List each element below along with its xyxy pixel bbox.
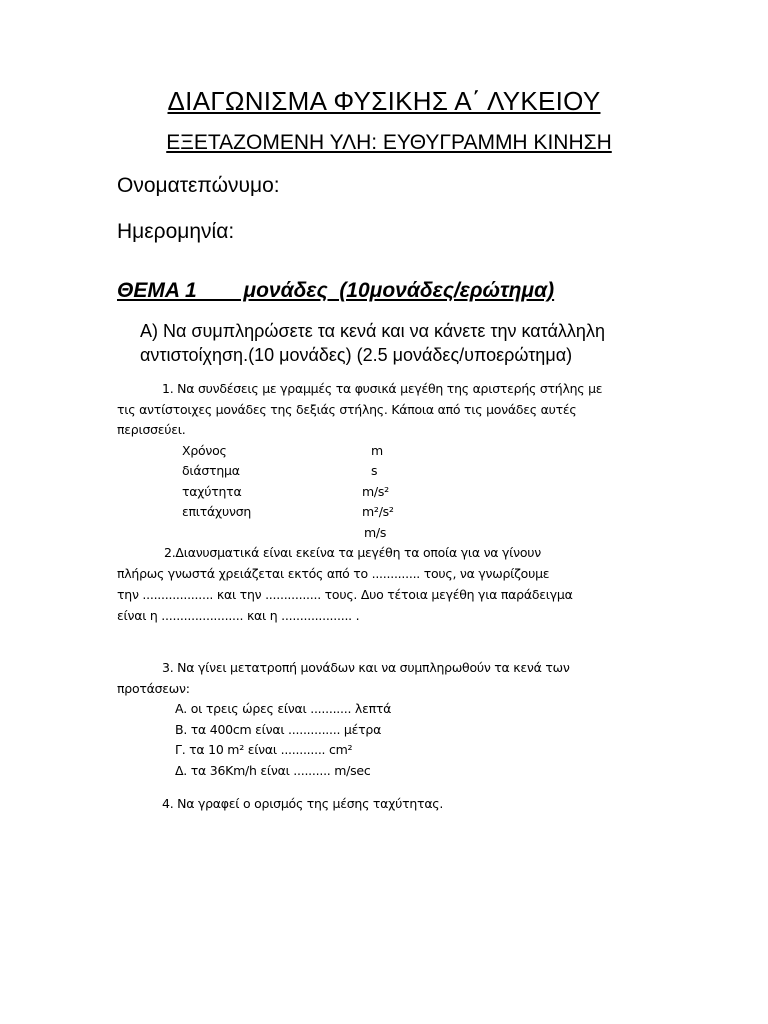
date-label: Ημερομηνία: <box>117 220 235 243</box>
exam-title: ΔΙΑΓΩΝΙΣΜΑ ΦΥΣΙΚΗΣ Α΄ ΛΥΚΕΙΟΥ <box>167 86 601 116</box>
q1-line-1: 1. Να συνδέσεις με γραμμές τα φυσικά μεγέθη της αριστερής στήλης με <box>162 381 603 396</box>
q3-line-2: προτάσεων: <box>117 681 190 696</box>
quantity-item: ταχύτητα <box>182 484 242 499</box>
q1-line-2: τις αντίστοιχες μονάδες της δεξιάς στήλης. Κάποια από τις μονάδες αυτές <box>117 402 577 417</box>
q2-line-4: είναι η ...................... και η ................... . <box>117 608 360 623</box>
q2-line-1: 2.Διανυσματικά είναι εκείνα τα μεγέθη τα οποία για να γίνουν <box>164 545 541 560</box>
q2-line-3: την ................... και την ............... τους. Δυο τέτοια μεγέθη για παράδειγμα <box>117 587 573 602</box>
quantity-item: διάστημα <box>182 463 240 478</box>
part-a-instructions <box>140 319 605 367</box>
q1-line-3: περισσεύει. <box>117 422 186 437</box>
q3-item-d: Δ. τα 36Km/h είναι .......... m/sec <box>175 763 371 778</box>
part-a-line-1: Α) Να συμπληρώσετε τα κενά και να κάνετε την κατάλληλη <box>140 321 605 341</box>
unit-item: m <box>371 443 383 458</box>
name-label: Ονοματεπώνυμο: <box>117 174 280 197</box>
q2-line-2: πλήρως γνωστά χρειάζεται εκτός από το ............. τους, να γνωρίζουμε <box>117 566 550 581</box>
unit-item: m²/s² <box>362 504 394 519</box>
part-a-line-2: αντιστοίχηση.(10 μονάδες) (2.5 μονάδες/υποερώτημα) <box>140 345 573 365</box>
q3-line-1: 3. Να γίνει μετατροπή μονάδων και να συμπληρωθούν τα κενά των <box>162 660 570 675</box>
quantity-item: επιτάχυνση <box>182 504 252 519</box>
q3-item-a: Α. οι τρεις ώρες είναι ........... λεπτά <box>175 701 392 716</box>
q4-line-1: 4. Να γραφεί ο ορισμός της μέσης ταχύτητας. <box>162 796 444 811</box>
unit-item: m/s <box>364 525 387 540</box>
unit-item: m/s² <box>362 484 389 499</box>
exam-subtitle: ΕΞΕΤΑΖΟΜΕΝΗ ΥΛΗ: ΕΥΘΥΓΡΑΜΜΗ ΚΙΝΗΣΗ <box>166 131 612 154</box>
q3-item-b: Β. τα 400cm είναι .............. μέτρα <box>175 722 382 737</box>
unit-item: s <box>371 463 378 478</box>
q3-item-c: Γ. τα 10 m² είναι ............ cm² <box>175 742 353 757</box>
theme-heading: ΘΕΜΑ 1 μονάδες (10μονάδες/ερώτημα) <box>117 279 555 302</box>
quantity-item: Χρόνος <box>182 443 227 458</box>
